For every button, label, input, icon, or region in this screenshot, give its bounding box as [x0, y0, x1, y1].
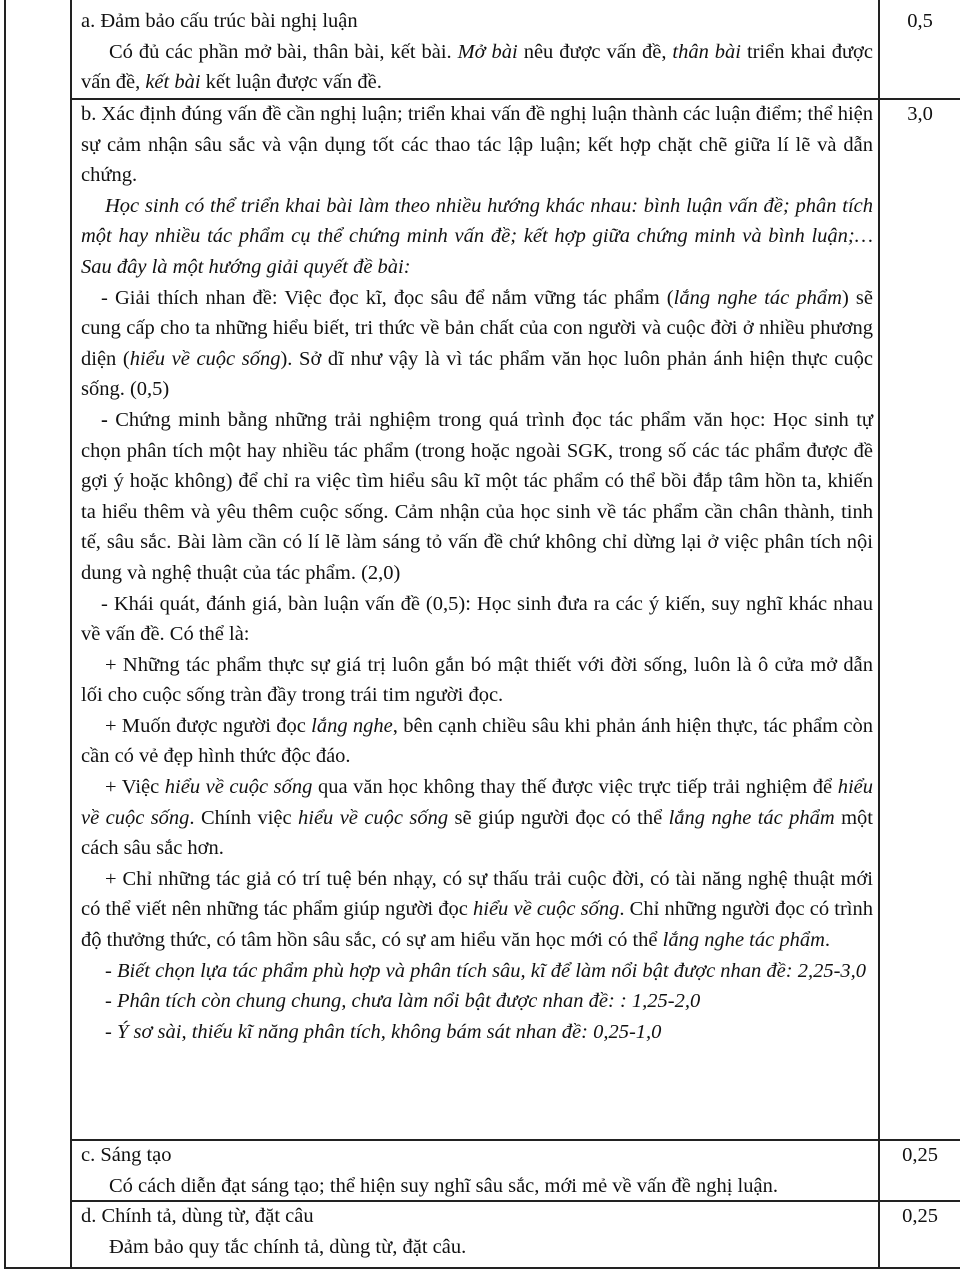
section-b-heading: b. Xác định đúng vấn đề cần nghị luận; triển khai vấn đề nghị luận thành các luận điểm; thể hiện sự cảm nhận sâu sắc và vận dụng tốt các thao tác lập luận; kết hợp chặt chẽ giữa lí lẽ và dẫn chứng.	[81, 103, 873, 187]
section-b-grade-1: - Biết chọn lựa tác phẩm phù hợp và phân tích sâu, kĩ để làm nổi bật được nhan đề: 2,25-3,0	[105, 959, 867, 982]
text-run: . Chính việc	[189, 806, 299, 829]
text-run: .	[824, 929, 831, 952]
table-col-divider-1	[70, 0, 72, 1268]
section-b-plus-1: + Những tác phẩm thực sự giá trị luôn gắn bó mật thiết với đời sống, luôn là ô cửa mở dẫn lối cho cuộc sống tràn đầy trong trái tim người đọc.	[81, 653, 873, 707]
italic-run: kết bài	[145, 71, 201, 94]
text-run: kết luận được vấn đề.	[200, 71, 382, 94]
section-b-intro: Học sinh có thể triển khai bài làm theo nhiều hướng khác nhau: bình luận vấn đề; phân tích một hay nhiều tác phẩm cụ thể chứng minh vấn đề; kết hợp giữa chứng minh và bình luận;… Sau đây là một hướng giải quyết đề bài:	[81, 194, 873, 278]
table-bottom-border	[4, 1267, 960, 1269]
italic-run: hiểu về cuộc sống	[298, 806, 449, 829]
table-left-border	[4, 0, 6, 1268]
text-run: ). Sở dĩ như vậy là vì tác phẩm văn học luôn phản ánh hiện thực cuộc sống. (0,5)	[81, 347, 873, 401]
section-b-plus-4	[81, 864, 873, 956]
table-col-divider-2	[878, 0, 880, 1268]
section-b-plus-3	[81, 772, 873, 864]
section-c	[81, 1140, 873, 1201]
text-run: Chứng minh bằng những trải nghiệm trong quá trình đọc tác phẩm văn học: Học sinh tự chọn phân tích một hay nhiều tác phẩm (trong hoặc ngoài SGK, trong số các tác phẩm được đề gợi ý hoặc không) để chỉ ra việc tìm hiểu sâu kĩ một tác phẩm có thể bồi đắp tâm hồn ta, khiến ta hiểu thêm và yêu thêm cuộc sống. Cảm nhận của học sinh về tác phẩm cần chân thành, tinh tế, sâu sắc. Bài làm cần có lí lẽ làm sáng tỏ vấn đề chứ không chỉ dừng lại ở việc phân tích nội dung và nghệ thuật của tác phẩm. (2,0)	[81, 408, 874, 584]
section-d-score: 0,25	[902, 1205, 938, 1227]
text-run: , bên cạnh chiều sâu khi phản ánh hiện thực, tác phẩm còn cần có vẻ đẹp hình thức độc đáo.	[81, 714, 873, 768]
text-run: - Giải thích nhan đề: Việc đọc kĩ, đọc sâu để nắm vững tác phẩm (	[101, 286, 674, 309]
text-run: triển khai được vấn đề,	[81, 40, 873, 94]
section-a	[81, 6, 873, 98]
italic-run: Mở bài	[457, 40, 518, 63]
section-b-explain	[81, 283, 873, 405]
section-b-prove	[81, 405, 873, 589]
section-a-heading: a. Đảm bảo cấu trúc bài nghị luận	[81, 10, 358, 32]
bold-run: -	[101, 408, 116, 431]
text-run: + Muốn được người đọc	[105, 714, 312, 737]
italic-run: hiểu về cuộc sống	[129, 347, 281, 370]
italic-run: lắng nghe tác phẩm	[668, 806, 835, 829]
section-c-body: Có cách diễn đạt sáng tạo; thể hiện suy nghĩ sâu sắc, mới mẻ về vấn đề nghị luận.	[109, 1174, 778, 1197]
section-b-grade-3: - Ý sơ sài, thiếu kĩ năng phân tích, không bám sát nhan đề: 0,25-1,0	[105, 1020, 662, 1043]
section-d-body: Đảm bảo quy tắc chính tả, dùng từ, đặt câu.	[109, 1235, 467, 1258]
italic-run: hiểu về cuộc sống	[473, 898, 620, 921]
text-run: . Chỉ những người đọc có trình độ thưởng thức, có tâm hồn sâu sắc, có sự am hiểu văn học mới có thể	[81, 898, 873, 952]
text-run: + Chỉ những tác giả có trí tuệ bén nhạy, có sự thấu trải cuộc đời, có tài năng nghệ thuật mới có thể viết nên những tác phẩm giúp người đọc	[81, 867, 873, 921]
text-run: + Việc	[105, 776, 165, 799]
text-run: nêu được vấn đề,	[517, 40, 673, 63]
section-c-heading: c. Sáng tạo	[81, 1144, 172, 1166]
italic-run: lắng nghe tác phẩm	[673, 286, 842, 309]
italic-run: hiểu về cuộc sống	[81, 776, 873, 829]
text-run: Có đủ các phần mở bài, thân bài, kết bài.	[109, 40, 458, 63]
italic-run: thân bài	[672, 40, 742, 63]
section-a-body	[81, 37, 873, 98]
text-run: sẽ giúp người đọc có thể	[448, 806, 669, 829]
text-run: ) sẽ cung cấp cho ta những hiểu biết, tri thức về bản chất của con người và cuộc đời ở nhiều phương diện (	[81, 286, 873, 370]
section-d-heading: d. Chính tả, dùng từ, đặt câu	[81, 1205, 314, 1227]
text-run: qua văn học không thay thế được việc trực tiếp trải nghiệm để	[312, 776, 838, 799]
italic-run: hiểu về cuộc sống	[164, 776, 313, 799]
section-b-score: 3,0	[907, 103, 933, 125]
section-d	[81, 1201, 873, 1262]
text-run: một cách sâu sắc hơn.	[81, 806, 873, 860]
section-c-score: 0,25	[902, 1144, 938, 1166]
section-b-general: - Khái quát, đánh giá, bàn luận vấn đề (0,5): Học sinh đưa ra các ý kiến, suy nghĩ khác nhau về vấn đề. Có thể là:	[81, 592, 873, 646]
italic-run: lắng nghe tác phẩm	[662, 929, 825, 952]
section-b	[81, 99, 873, 1047]
section-b-grade-2: - Phân tích còn chung chung, chưa làm nổi bật được nhan đề: : 1,25-2,0	[105, 990, 701, 1013]
section-b-plus-2	[81, 711, 873, 772]
italic-run: lắng nghe	[311, 714, 393, 737]
section-a-score: 0,5	[907, 10, 933, 32]
